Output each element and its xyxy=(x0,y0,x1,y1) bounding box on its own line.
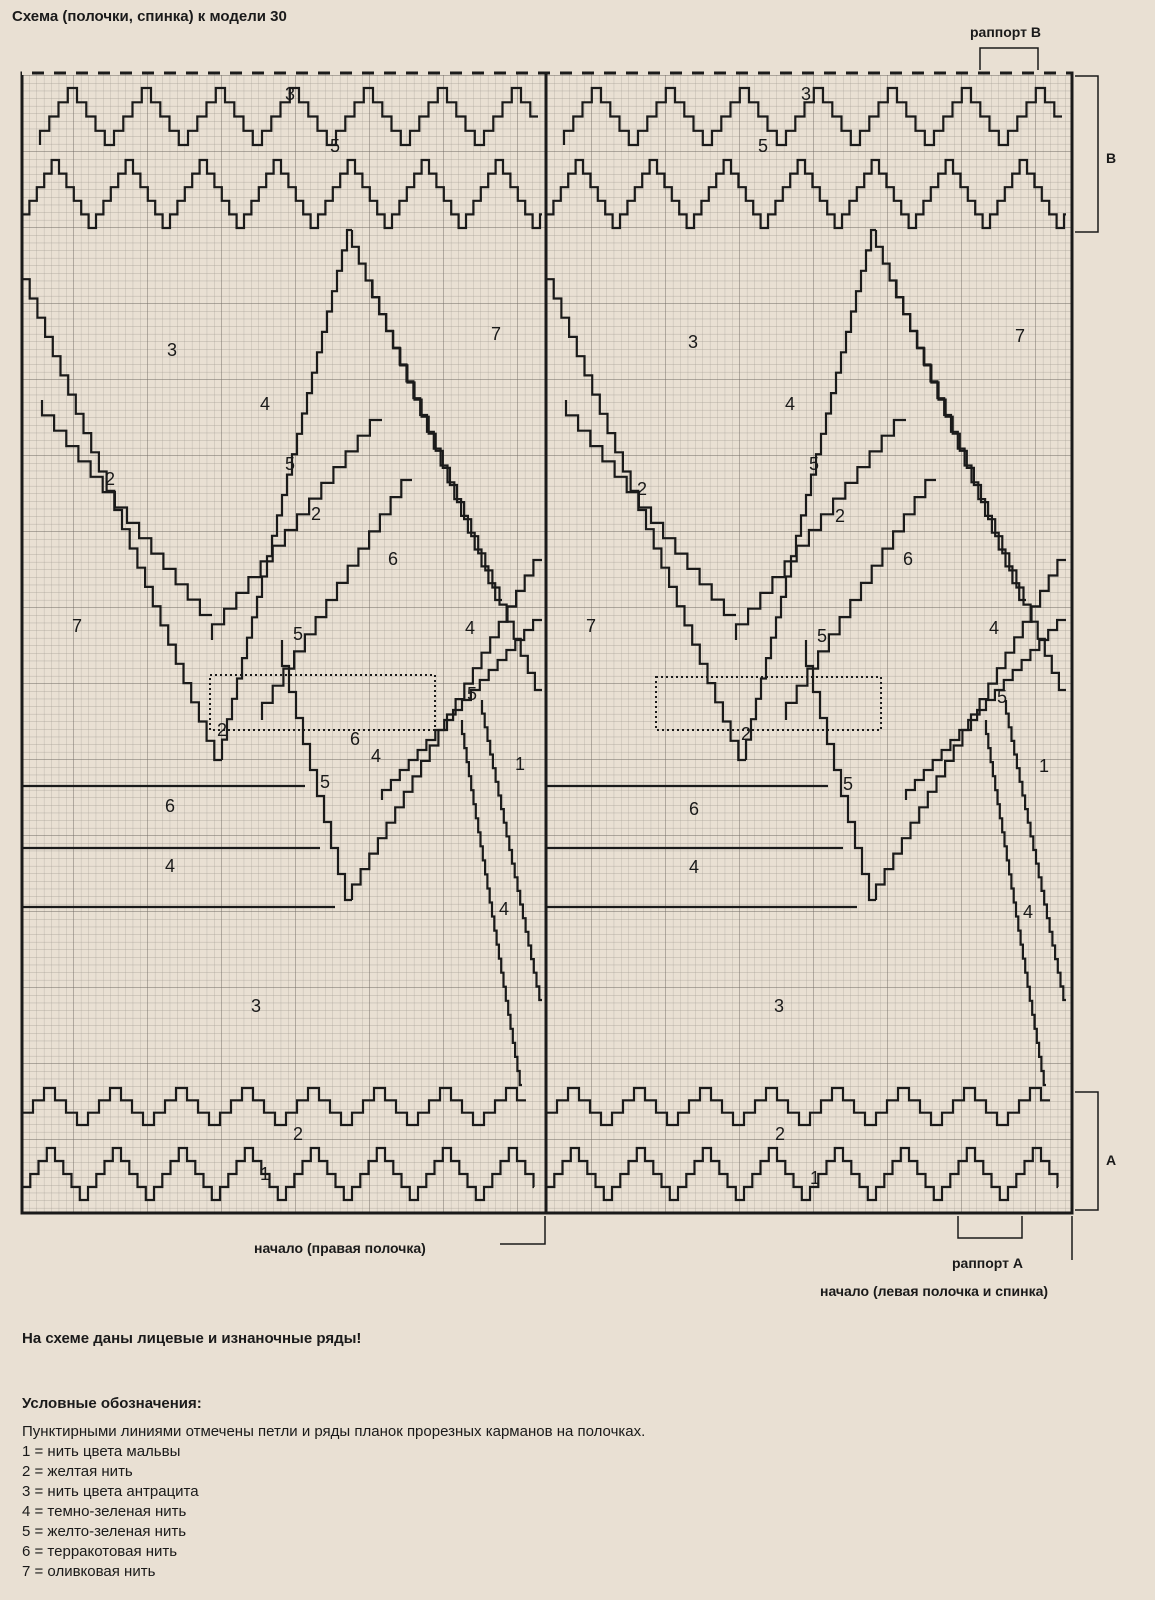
region-number: 4 xyxy=(688,857,700,877)
region-number: 6 xyxy=(349,729,361,749)
side-a-label: А xyxy=(1106,1152,1117,1168)
region-number: 3 xyxy=(284,84,296,104)
start-right-label: начало (правая полочка) xyxy=(254,1240,426,1256)
region-number: 4 xyxy=(464,618,476,638)
region-number: 5 xyxy=(329,136,341,156)
rapport-b-label: раппорт В xyxy=(970,24,1042,40)
region-number: 5 xyxy=(808,454,820,474)
region-number: 1 xyxy=(514,754,526,774)
region-number: 2 xyxy=(834,506,846,526)
region-number: 2 xyxy=(740,724,752,744)
region-number: 4 xyxy=(784,394,796,414)
region-number: 3 xyxy=(250,996,262,1016)
region-number: 7 xyxy=(1014,326,1026,346)
rapport-a-label: раппорт А xyxy=(952,1255,1024,1271)
region-number: 3 xyxy=(773,996,785,1016)
region-number: 4 xyxy=(164,856,176,876)
chart-note: На схеме даны лицевые и изнаночные ряды! xyxy=(22,1330,362,1347)
legend-item: 2 = желтая нить xyxy=(22,1463,133,1480)
region-number: 5 xyxy=(816,626,828,646)
region-number: 5 xyxy=(466,684,478,704)
page-title: Схема (полочки, спинка) к модели 30 xyxy=(12,8,287,25)
legend-intro: Пунктирными линиями отмечены петли и ряды планок прорезных карманов на полочках. xyxy=(22,1423,646,1440)
legend-item: 1 = нить цвета мальвы xyxy=(22,1443,181,1460)
legend-title: Условные обозначения: xyxy=(22,1395,202,1412)
region-number: 4 xyxy=(1022,902,1034,922)
region-number: 5 xyxy=(996,687,1008,707)
region-number: 3 xyxy=(687,332,699,352)
region-number: 6 xyxy=(387,549,399,569)
region-number: 7 xyxy=(585,616,597,636)
region-number: 2 xyxy=(310,504,322,524)
region-number: 4 xyxy=(988,618,1000,638)
legend-item: 5 = желто-зеленая нить xyxy=(22,1523,187,1540)
start-left-label: начало (левая полочка и спинка) xyxy=(820,1283,1049,1299)
region-number: 4 xyxy=(498,899,510,919)
region-number: 3 xyxy=(166,340,178,360)
region-number: 4 xyxy=(259,394,271,414)
legend xyxy=(22,1422,645,1582)
region-number: 6 xyxy=(902,549,914,569)
region-number: 5 xyxy=(757,136,769,156)
region-number: 1 xyxy=(1038,756,1050,776)
region-number: 5 xyxy=(319,772,331,792)
region-number: 2 xyxy=(216,720,228,740)
region-number: 2 xyxy=(292,1124,304,1144)
region-number: 5 xyxy=(842,774,854,794)
region-number: 2 xyxy=(774,1124,786,1144)
legend-item: 6 = терракотовая нить xyxy=(22,1543,178,1560)
side-b-label: В xyxy=(1106,150,1117,166)
region-number: 1 xyxy=(259,1164,271,1184)
legend-item: 4 = темно-зеленая нить xyxy=(22,1503,187,1520)
region-number: 2 xyxy=(104,469,116,489)
region-number: 5 xyxy=(292,624,304,644)
region-number: 7 xyxy=(71,616,83,636)
region-number: 7 xyxy=(490,324,502,344)
region-number: 6 xyxy=(164,796,176,816)
region-number: 2 xyxy=(636,479,648,499)
region-number: 5 xyxy=(284,454,296,474)
legend-item: 7 = оливковая нить xyxy=(22,1563,156,1580)
region-number: 3 xyxy=(800,84,812,104)
region-number: 1 xyxy=(809,1168,821,1188)
region-number: 6 xyxy=(688,799,700,819)
region-number: 4 xyxy=(370,746,382,766)
legend-item: 3 = нить цвета антрацита xyxy=(22,1483,199,1500)
